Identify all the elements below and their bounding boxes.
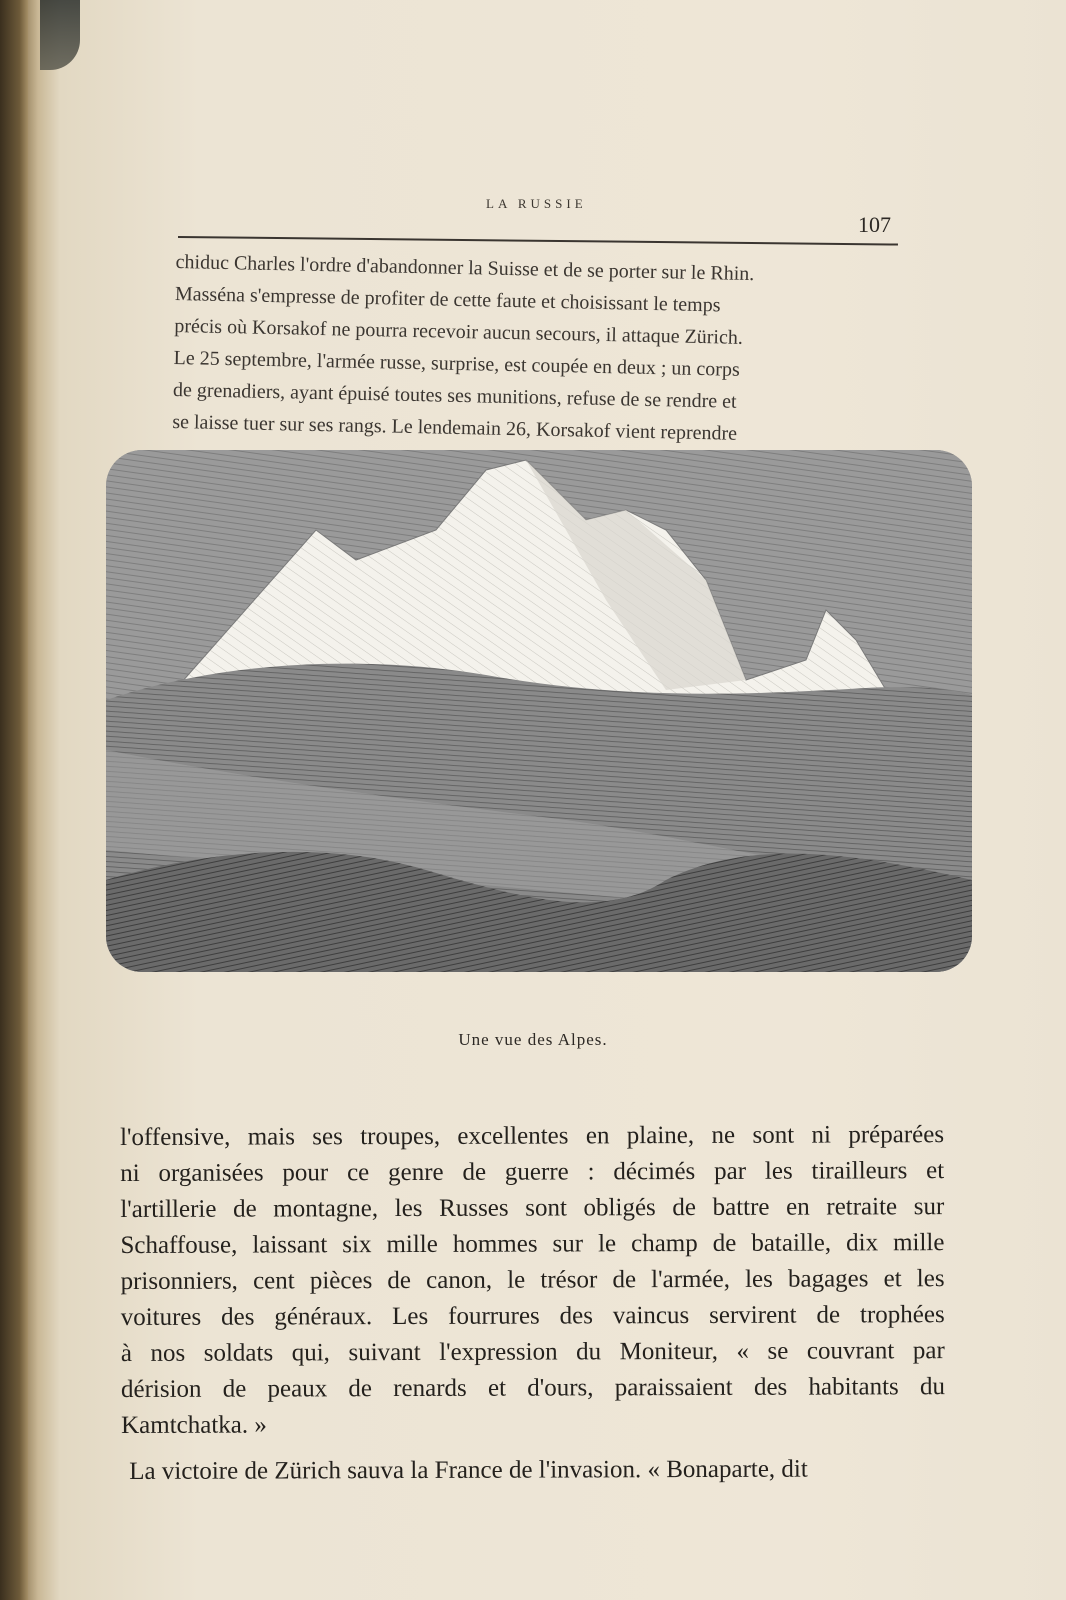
text-line: l'offensive, mais ses troupes, excellentes en plaine, ne sont ni préparées bbox=[120, 1121, 945, 1151]
header-rule bbox=[178, 236, 898, 246]
top-paragraph bbox=[172, 246, 906, 453]
text-line: de grenadiers, ayant épuisé toutes ses munitions, refuse de se rendre et bbox=[172, 378, 737, 413]
engraving-illustration bbox=[106, 450, 972, 972]
text-line: l'artillerie de montagne, les Russes sont obligés de battre en retraite sur bbox=[120, 1193, 945, 1223]
book-binding bbox=[40, 0, 80, 70]
text-line: Schaffouse, laissant six mille hommes sur le champ de bataille, dix mille bbox=[120, 1229, 945, 1259]
text-line: se laisse tuer sur ses rangs. Le lendemain 26, Korsakof vient reprendre bbox=[172, 410, 738, 445]
text-line: voitures des généraux. Les fourrures des vaincus servirent de trophées bbox=[120, 1301, 945, 1331]
text-line: précis où Korsakof ne pourra recevoir aucun secours, il attaque Zürich. bbox=[174, 314, 744, 349]
alps-engraving bbox=[106, 450, 972, 972]
text-line: à nos soldats qui, suivant l'expression du Moniteur, « se couvrant par bbox=[120, 1337, 945, 1367]
text-line: dérision de peaux de renards et d'ours, paraissaient des habitants du bbox=[120, 1373, 945, 1403]
text-line: chiduc Charles l'ordre d'abandonner la Suisse et de se porter sur le Rhin. bbox=[175, 250, 755, 286]
figure-caption: Une vue des Alpes. bbox=[458, 1030, 608, 1049]
last-paragraph: La victoire de Zürich sauva la France de l'invasion. « Bonaparte, dit bbox=[129, 1455, 808, 1485]
book-spine bbox=[0, 0, 28, 1600]
running-head: LA RUSSIE bbox=[486, 196, 587, 211]
text-line: Masséna s'empresse de profiter de cette faute et choisissant le temps bbox=[174, 282, 721, 317]
page-number: 107 bbox=[858, 212, 891, 237]
text-line: Le 25 septembre, l'armée russe, surprise, est coupée en deux ; un corps bbox=[173, 346, 740, 381]
text-line: Kamtchatka. » bbox=[121, 1411, 267, 1439]
text-line: prisonniers, cent pièces de canon, le trésor de l'armée, les bagages et les bbox=[120, 1265, 945, 1295]
text-line: ni organisées pour ce genre de guerre : décimés par les tirailleurs et bbox=[120, 1157, 945, 1187]
body-paragraph bbox=[120, 1117, 945, 1490]
